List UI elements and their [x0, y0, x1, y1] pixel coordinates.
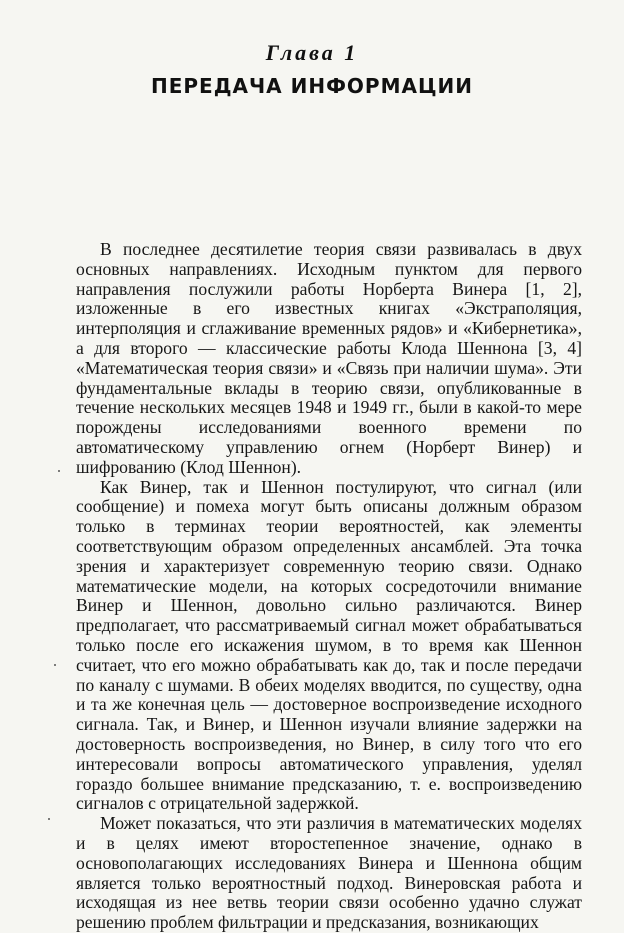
paragraph-1: В последнее десятилетие теория связи развивалась в двух основных направлениях. Исходным пунктом для первого направления послужили работы Норберта Винера [1, 2], изложенные в его известных книгах «Экстраполяция, интерполяция и сглаживание временных рядов» и «Кибернетика», а для второго — классические работы Клода Шеннона [3, 4] «Математическая теория связи» и «Связь при наличии шума». Эти фундаментальные вклады в теорию связи, опубликованные в течение нескольких месяцев 1948 и 1949 гг., были в какой-то мере порождены исследованиями военного времени по автоматическому управлению огнем (Норберт Винер) и шифрованию (Клод Шеннон). — [76, 239, 582, 477]
margin-dot — [54, 664, 56, 666]
paragraph-2: Как Винер, так и Шеннон постулируют, что сигнал (или сообщение) и помеха могут быть описаны должным образом только в терминах теории вероятностей, как элементы соответствующим образом определенных ансамблей. Эта точка зрения и характеризует современную теорию связи. Однако математические модели, на которых сосредоточили внимание Винер и Шеннон, довольно сильно различаются. Винер предполагает, что рассматриваемый сигнал может обрабатываться только после его искажения шумом, в то время как Шеннон считает, что его можно обрабатывать как до, так и после передачи по каналу с шумами. В обеих моделях вводится, по существу, одна и та же конечная цель — достоверное воспроизведение исходного сигнала. Так, и Винер, и Шеннон изучали влияние задержки на достоверность воспроизведения, но Винер, в силу того что его интересовали вопросы автоматического управления, уделял гораздо большее внимание предсказанию, т. е. воспроизведению сигналов с отрицательной задержкой. — [76, 476, 582, 814]
chapter-label: Глава 1 — [265, 40, 359, 65]
margin-dot — [58, 470, 60, 472]
body-text — [76, 240, 582, 933]
chapter-title: ПЕРЕДАЧА ИНФОРМАЦИИ — [151, 74, 473, 98]
paragraph-3: Может показаться, что эти различия в математических моделях и в целях имеют второстепенное значение, однако в основополагающих исследованиях Винера и Шеннона общим является только вероятностный подход. Винеровская работа и исходящая из нее ветвь теории связи особенно удачно служат решению проблем фильтрации и предсказания, возникающих — [76, 813, 582, 933]
margin-dot — [48, 818, 50, 820]
